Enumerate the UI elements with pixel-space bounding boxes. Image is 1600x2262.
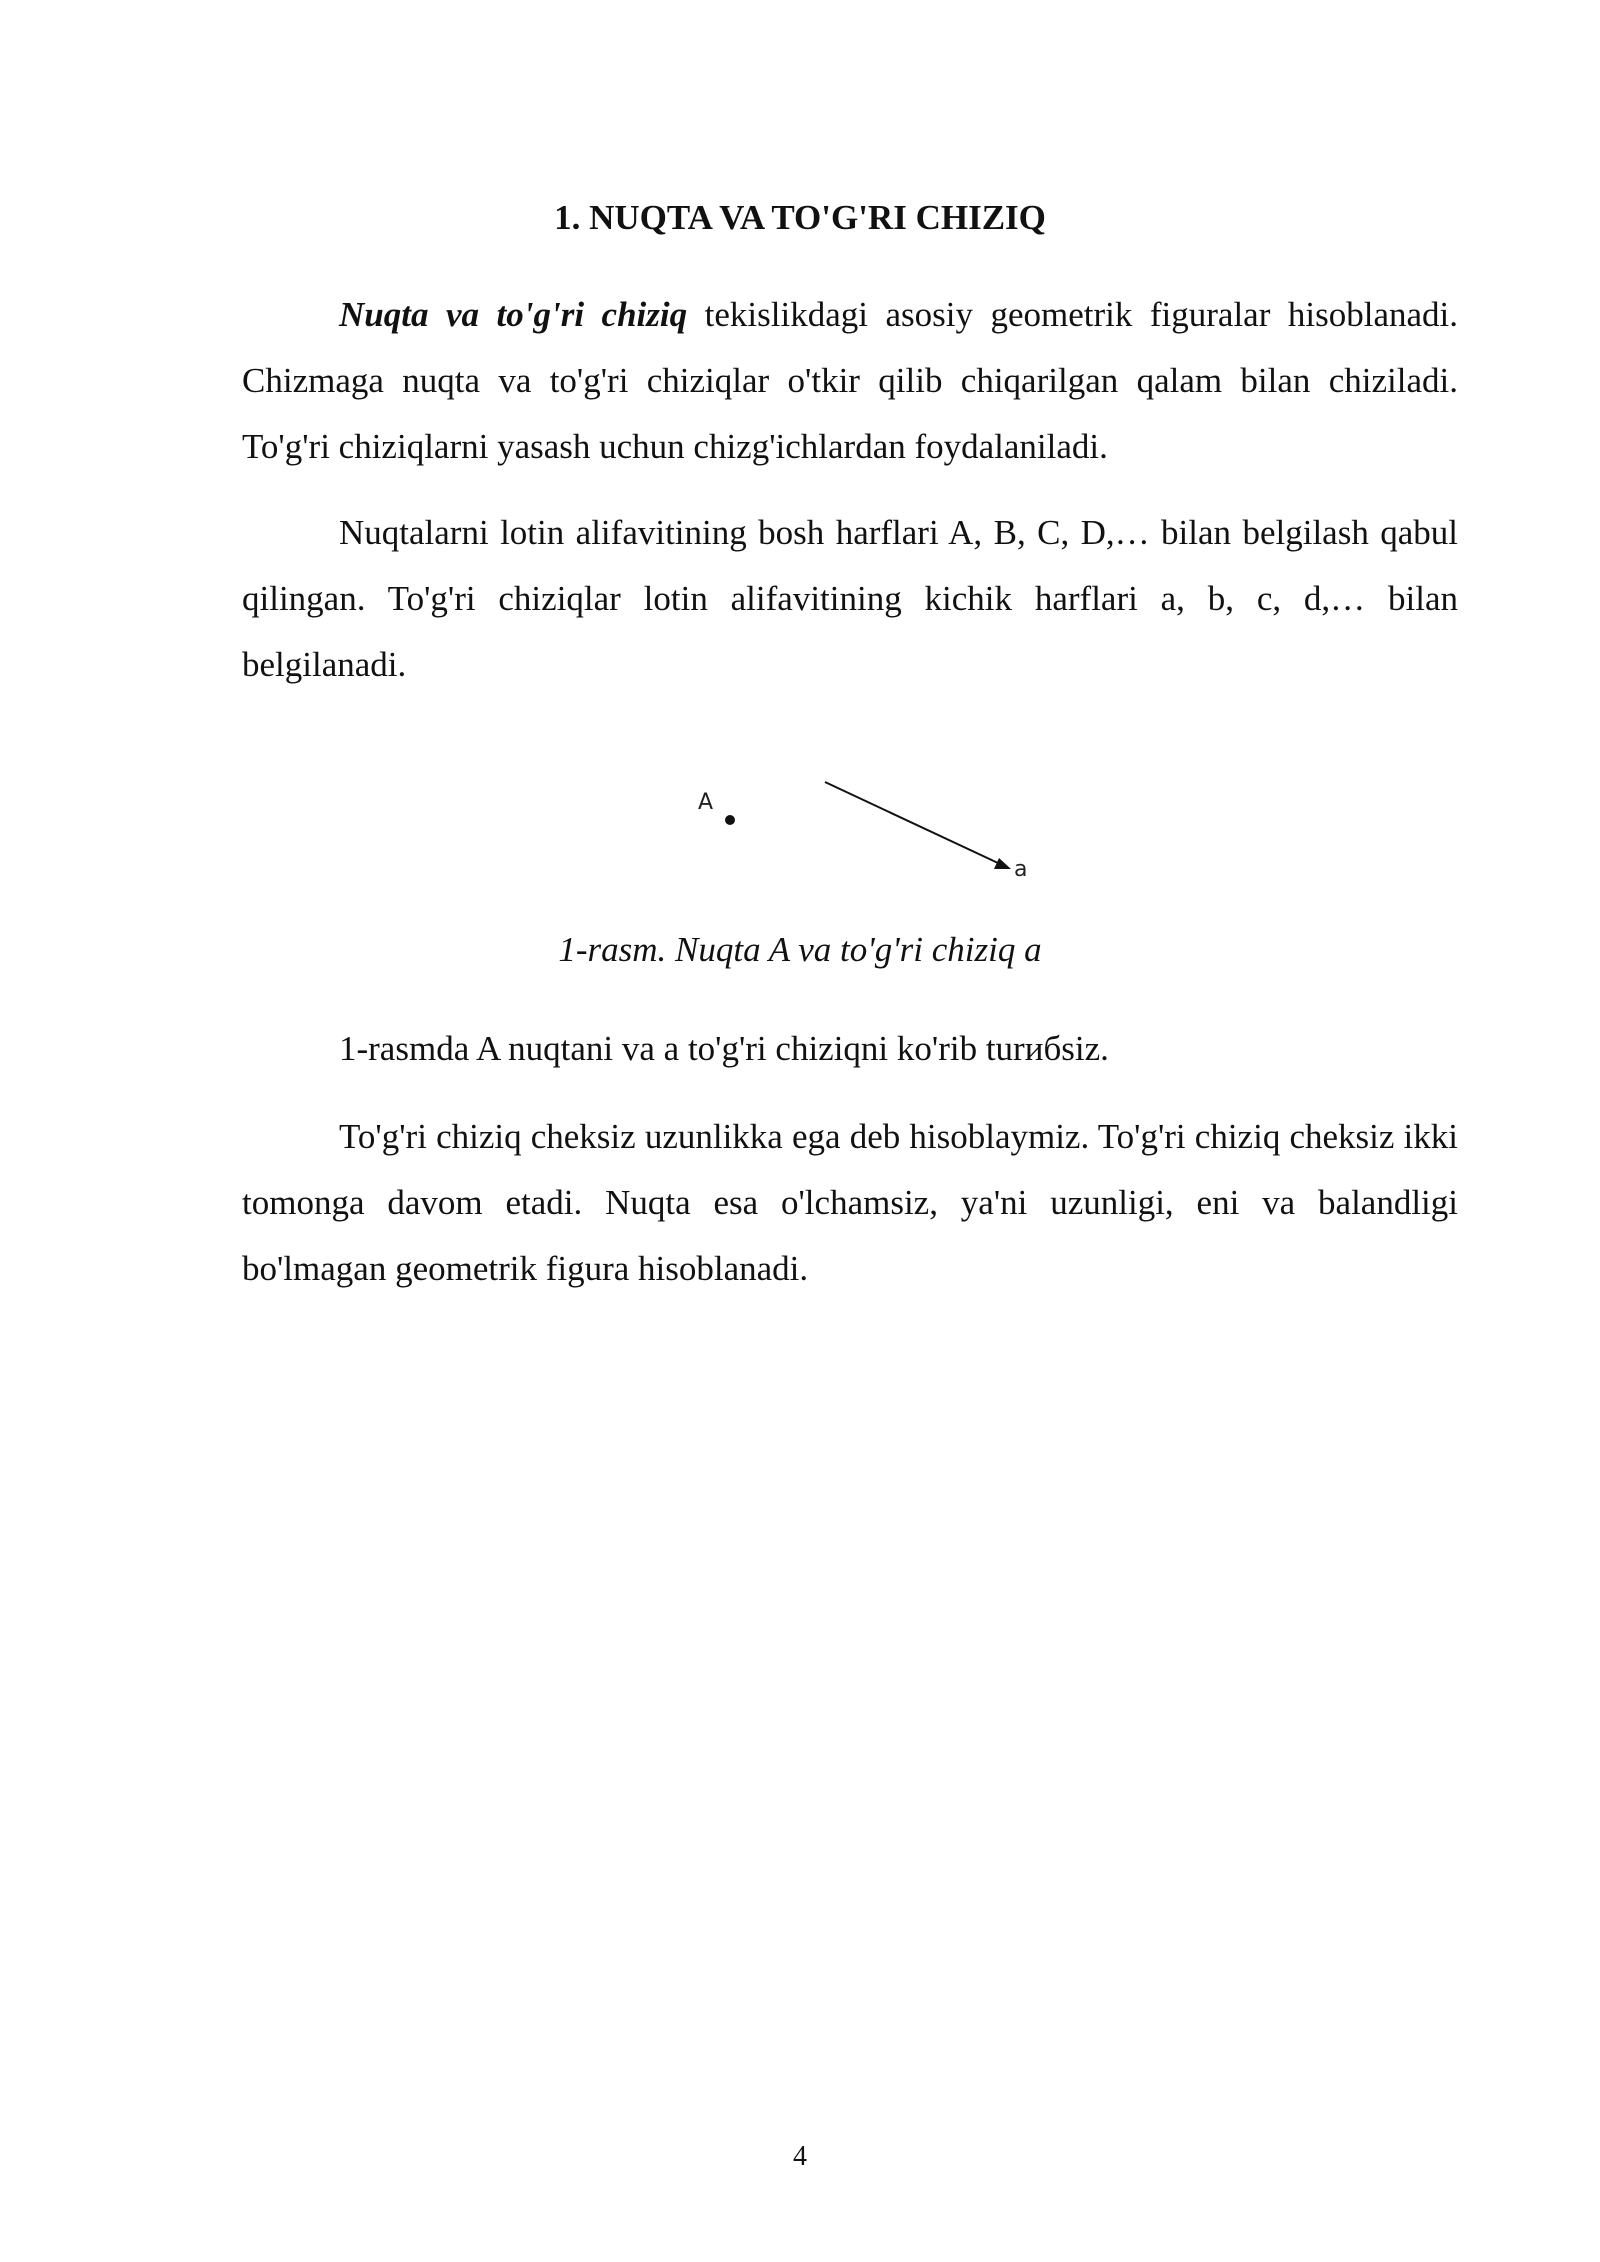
page-number: 4 <box>793 2141 807 2172</box>
point-label: A <box>698 790 714 815</box>
point-a <box>725 815 735 825</box>
paragraph-properties: To'g'ri chiziq cheksiz uzunlikka ega deb hisoblaymiz. To'g'ri chiziq cheksiz ikki tomonga davom etadi. Nuqta esa o'lchamsiz, ya'ni uzunligi, eni va balandligi bo'lmagan geometrik figura hisoblanadi. <box>242 1117 1458 1288</box>
definition-text: tekislikdagi asosiy geometrik figuralar hisoblanadi. Chizmaga nuqta va to'g'ri chiziqlar o'tkir qilib chiqarilgan qalam bilan chiziladi. To'g'ri chiziqlarni yasash uchun chizg'ichlardan foydalaniladi. <box>242 295 1458 466</box>
section-title: 1. NUQTA VA TO'G'RI CHIZIQ <box>554 198 1046 237</box>
figure-caption: 1-rasm. Nuqta A va to'g'ri chiziq a <box>558 930 1042 969</box>
figure-point-and-line <box>680 765 1040 885</box>
paragraph-figure-reference: 1-rasmda A nuqtani va a to'g'ri chiziqni ko'rib turибsiz. <box>339 1029 1109 1068</box>
paragraph-definition <box>242 282 1458 480</box>
line-arrowhead <box>994 858 1011 869</box>
defined-term: Nuqta va to'g'ri chiziq <box>339 295 688 334</box>
line-label: a <box>1014 857 1028 882</box>
figure-drawing <box>680 765 1040 885</box>
line-a <box>825 782 998 863</box>
paragraph-notation: Nuqtalarni lotin alifavitining bosh harflari A, B, C, D,… bilan belgilash qabul qilingan. To'g'ri chiziqlar lotin alifavitining kichik harflari a, b, c, d,… bilan belgilanadi. <box>242 513 1458 684</box>
